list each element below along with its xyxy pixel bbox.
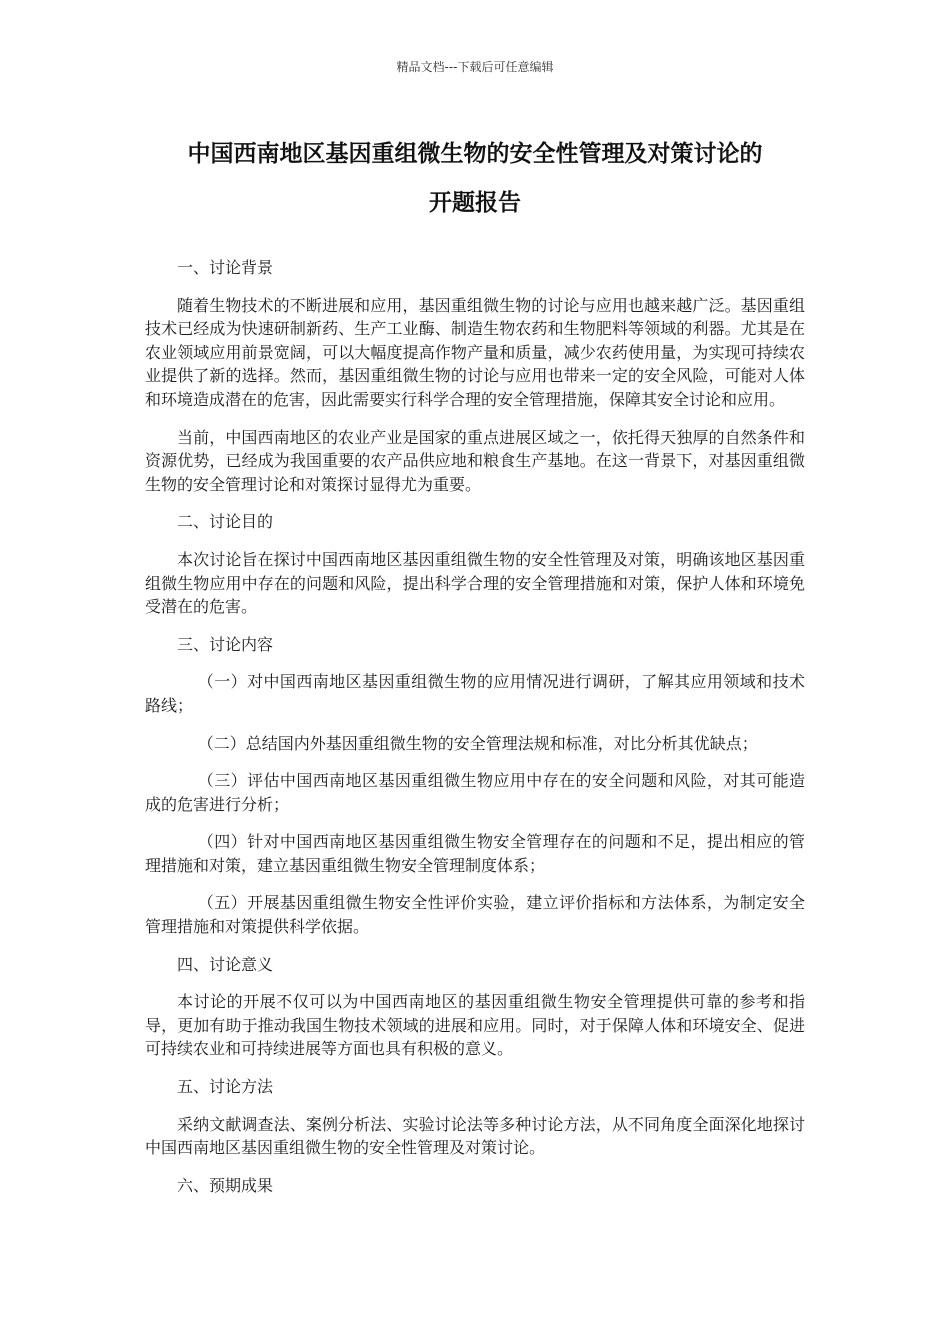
section-heading-results: 六、预期成果: [177, 1175, 274, 1195]
section-heading-background: 一、讨论背景: [177, 258, 274, 277]
section-heading-significance: 四、讨论意义: [177, 954, 274, 974]
section-heading-content: 三、讨论内容: [177, 634, 274, 654]
document-body: [145, 256, 805, 1211]
document-title: [145, 130, 805, 228]
content-item-5: （五）开展基因重组微生物安全性评价实验，建立评价指标和方法体系，为制定安全管理措施和对策提供科学依据。: [145, 893, 805, 937]
paragraph-background-1: 随着生物技术的不断进展和应用，基因重组微生物的讨论与应用也越来越广泛。基因重组技术已经成为快速研制新药、生产工业酶、制造生物农药和生物肥料等领域的利器。尤其是在农业领域应用前景宽阔，可以大幅度提高作物产量和质量，减少农药使用量，为实现可持续农业提供了新的选择。然而，基因重组微生物的讨论与应用也带来一定的安全风险，可能对人体和环境造成潜在的危害，因此需要实行科学合理的安全管理措施，保障其安全讨论和应用。: [145, 295, 805, 409]
paragraph-method-1: 采纳文献调查法、案例分析法、实验讨论法等多种讨论方法，从不同角度全面深化地探讨中国西南地区基因重组微生物的安全性管理及对策讨论。: [145, 1114, 805, 1158]
content-item-2: （二）总结国内外基因重组微生物的安全管理法规和标准，对比分析其优缺点；: [197, 733, 758, 753]
content-item-4: （四）针对中国西南地区基因重组微生物安全管理存在的问题和不足，提出相应的管理措施和对策，建立基因重组微生物安全管理制度体系；: [145, 832, 805, 875]
section-heading-purpose: 二、讨论目的: [177, 512, 274, 532]
title-line-2: 开题报告: [429, 190, 521, 216]
paragraph-background-2: 当前，中国西南地区的农业产业是国家的重点进展区域之一，依托得天独厚的自然条件和资源优势，已经成为我国重要的农产品供应地和粮食生产基地。在这一背景下，对基因重组微生物的安全管理讨论和对策探讨显得尤为重要。: [145, 427, 805, 494]
content-item-1: （一）对中国西南地区基因重组微生物的应用情况进行调研，了解其应用领域和技术路线；: [145, 672, 805, 715]
content-item-3: （三）评估中国西南地区基因重组微生物应用中存在的安全问题和风险，对其可能造成的危害进行分析；: [145, 771, 805, 814]
paragraph-significance-1: 本讨论的开展不仅可以为中国西南地区的基因重组微生物安全管理提供可靠的参考和指导，更加有助于推动我国生物技术领域的进展和应用。同时，对于保障人体和环境安全、促进可持续农业和可持续进展等方面也具有积极的意义。: [145, 992, 805, 1059]
paragraph-purpose-1: 本次讨论旨在探讨中国西南地区基因重组微生物的安全性管理及对策，明确该地区基因重组微生物应用中存在的问题和风险，提出科学合理的安全管理措施和对策，保护人体和环境免受潜在的危害。: [145, 549, 805, 617]
title-line-1: 中国西南地区基因重组微生物的安全性管理及对策讨论的: [187, 141, 763, 167]
section-heading-method: 五、讨论方法: [177, 1077, 274, 1097]
header-note: 精品文档---下载后可任意编辑: [396, 60, 554, 74]
